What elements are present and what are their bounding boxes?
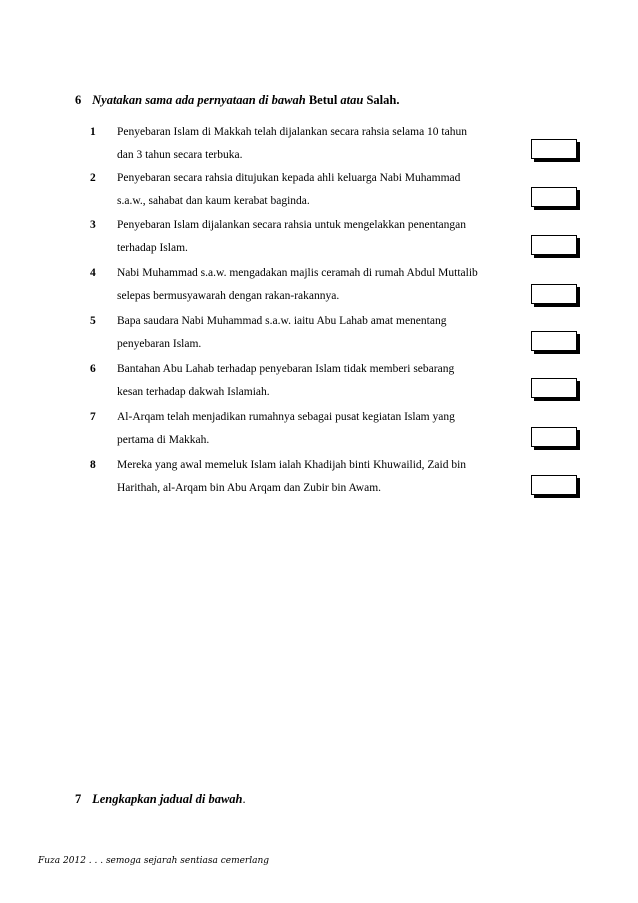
page-footer: Fuza 2012 . . . semoga sejarah sentiasa cemerlang	[38, 856, 270, 866]
statement-text	[117, 214, 512, 260]
statement-text	[117, 358, 512, 404]
statement-text	[117, 167, 512, 213]
statement-text	[117, 310, 512, 356]
question-6-option-betul: Betul	[308, 93, 338, 107]
question-7-instruction: Lengkapkan jadual di bawah	[92, 792, 243, 806]
statement-line-1: Al-Arqam telah menjadikan rumahnya sebagai pusat kegiatan Islam yang	[117, 411, 455, 423]
statement-line-2: dan 3 tahun secara terbuka.	[117, 149, 243, 161]
statement-number: 5	[90, 315, 96, 327]
answer-box-2[interactable]	[531, 187, 577, 207]
statement-text	[117, 121, 512, 167]
statement-line-1: Bapa saudara Nabi Muhammad s.a.w. iaitu Abu Lahab amat menentang	[117, 315, 447, 327]
answer-box-5[interactable]	[531, 331, 577, 351]
question-6-or: atau	[340, 93, 364, 107]
statement-number: 7	[90, 411, 96, 423]
answer-box-7[interactable]	[531, 427, 577, 447]
statement-text	[117, 406, 512, 452]
statement-line-2: s.a.w., sahabat dan kaum kerabat baginda.	[117, 195, 310, 207]
statement-line-1: Penyebaran secara rahsia ditujukan kepada ahli keluarga Nabi Muhammad	[117, 172, 461, 184]
statement-text	[117, 454, 512, 500]
statement-line-2: penyebaran Islam.	[117, 338, 202, 350]
question-6-option-salah: Salah.	[366, 93, 400, 107]
statement-line-1: Nabi Muhammad s.a.w. mengadakan majlis ceramah di rumah Abdul Muttalib	[117, 267, 478, 279]
statement-line-1: Bantahan Abu Lahab terhadap penyebaran Islam tidak memberi sebarang	[117, 363, 455, 375]
statement-number: 6	[90, 363, 96, 375]
question-7-trailing: .	[242, 792, 246, 806]
statement-number: 4	[90, 267, 96, 279]
statement-text	[117, 262, 512, 308]
question-6-instruction: Nyatakan sama ada pernyataan di bawah	[92, 93, 306, 107]
question-6-heading	[75, 93, 400, 108]
answer-box-3[interactable]	[531, 235, 577, 255]
answer-box-6[interactable]	[531, 378, 577, 398]
statement-line-1: Penyebaran Islam di Makkah telah dijalankan secara rahsia selama 10 tahun	[117, 126, 467, 138]
statement-number: 8	[90, 459, 96, 471]
question-6-number: 6	[75, 93, 82, 107]
question-7-number: 7	[75, 792, 82, 806]
answer-box-4[interactable]	[531, 284, 577, 304]
statement-line-2: selepas bermusyawarah dengan rakan-rakannya.	[117, 290, 340, 302]
statement-line-2: Harithah, al-Arqam bin Abu Arqam dan Zubir bin Awam.	[117, 482, 382, 494]
statement-line-2: pertama di Makkah.	[117, 434, 210, 446]
question-7-heading	[75, 792, 246, 807]
statement-line-1: Mereka yang awal memeluk Islam ialah Khadijah binti Khuwailid, Zaid bin	[117, 459, 467, 471]
statement-line-2: kesan terhadap dakwah Islamiah.	[117, 386, 270, 398]
answer-box-1[interactable]	[531, 139, 577, 159]
statement-number: 1	[90, 126, 96, 138]
answer-box-8[interactable]	[531, 475, 577, 495]
statement-line-1: Penyebaran Islam dijalankan secara rahsia untuk mengelakkan penentangan	[117, 219, 467, 231]
statement-number: 2	[90, 172, 96, 184]
statement-line-2: terhadap Islam.	[117, 242, 188, 254]
statement-number: 3	[90, 219, 96, 231]
